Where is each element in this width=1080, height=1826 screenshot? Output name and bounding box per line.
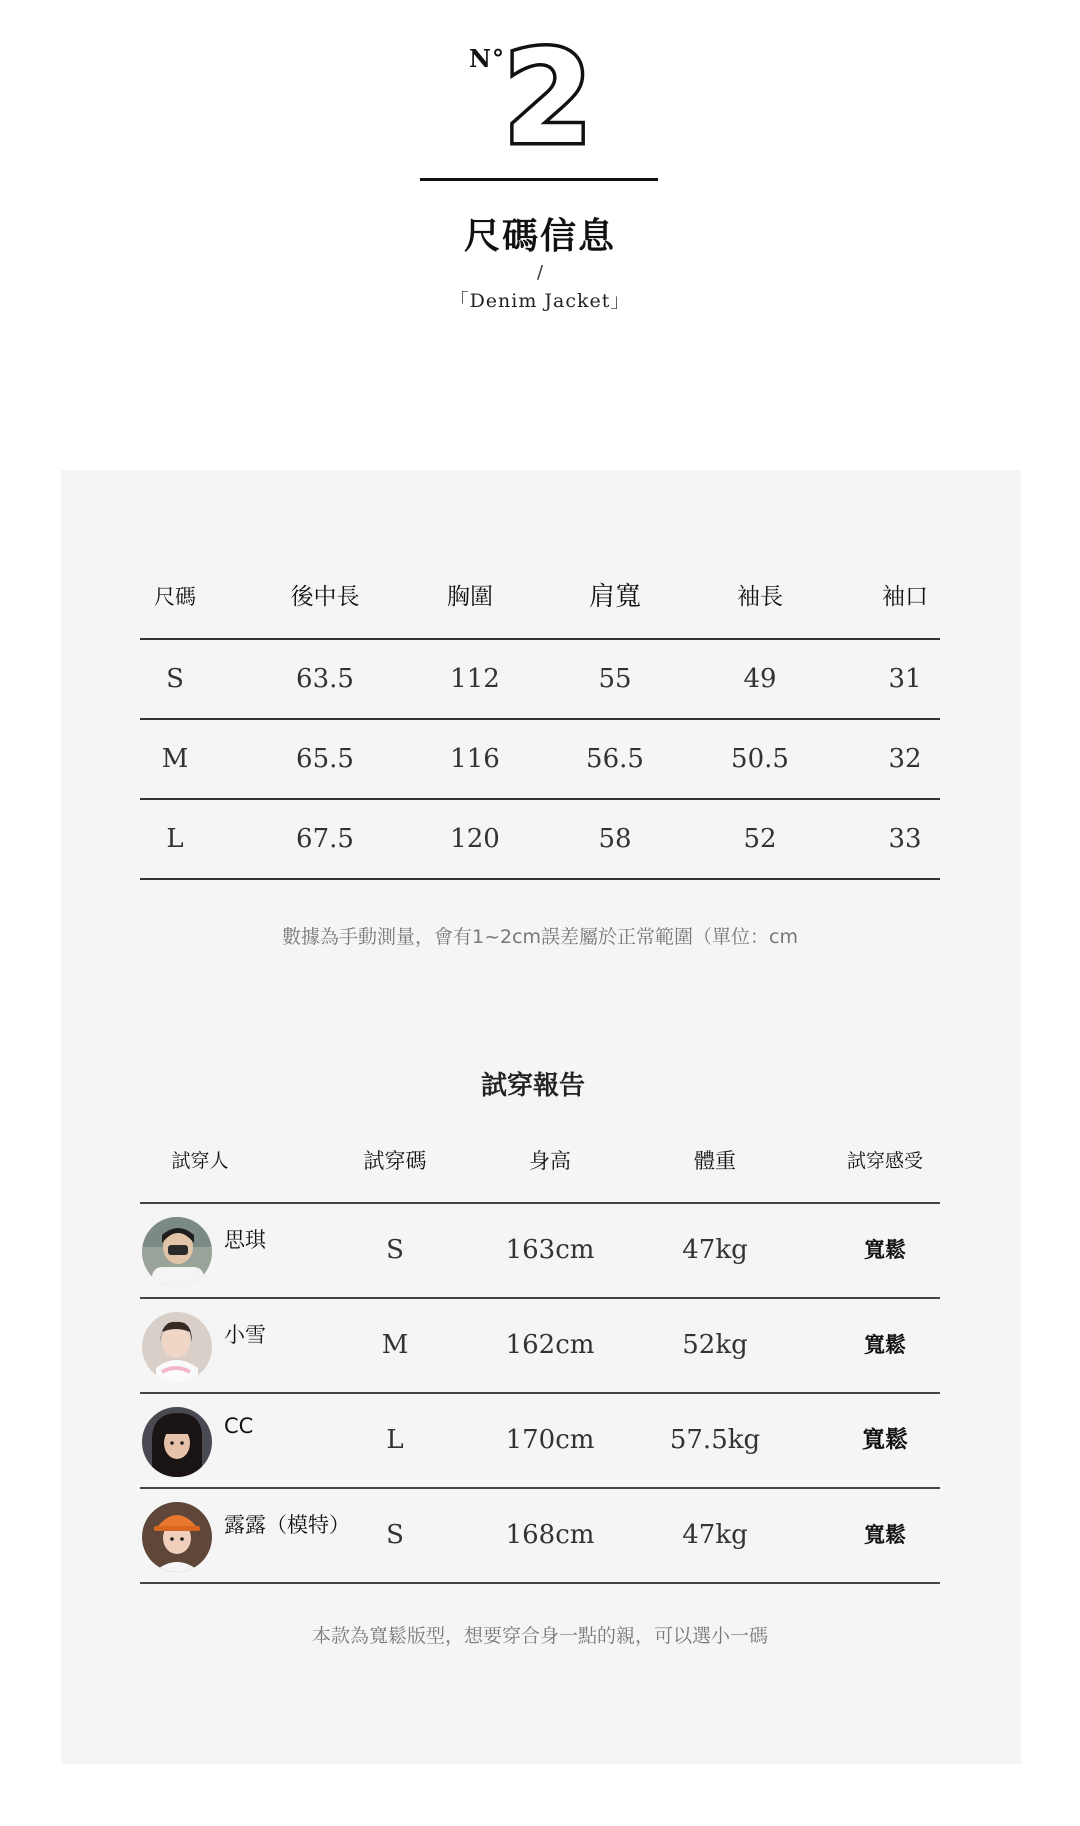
weight-cell: 47kg (682, 1520, 748, 1550)
number-prefix: N° (469, 44, 505, 73)
sleeve-length-cell: 49 (743, 664, 777, 694)
header-size: 尺碼 (154, 585, 196, 609)
try-size-cell: L (386, 1425, 404, 1455)
fit-advice-note: 本款為寬鬆版型，想要穿合身一點的親，可以選小一碼 (311, 1625, 768, 1647)
cuff-cell: 33 (888, 824, 922, 854)
try-on-row (140, 1299, 940, 1394)
avatar (142, 1502, 212, 1572)
page-title: 尺碼信息 (463, 216, 616, 257)
feel-cell: 寬鬆 (864, 1238, 906, 1262)
feel-cell: 寬鬆 (864, 1523, 906, 1547)
size-cell: L (166, 824, 184, 854)
shoulder-cell: 56.5 (586, 744, 644, 774)
back-length-cell: 65.5 (296, 744, 354, 774)
try-on-row (140, 1489, 940, 1584)
shoulder-cell: 55 (598, 664, 632, 694)
chest-cell: 112 (450, 664, 500, 694)
header-try-size: 試穿碼 (363, 1149, 427, 1173)
title-separator: / (536, 262, 544, 283)
try-size-cell: M (381, 1330, 409, 1360)
size-row (140, 720, 940, 800)
try-on-table-header (140, 1120, 940, 1204)
try-size-cell: S (386, 1520, 404, 1550)
cuff-cell: 31 (888, 664, 922, 694)
try-on-row (140, 1204, 940, 1299)
sleeve-length-cell: 50.5 (731, 744, 789, 774)
avatar (142, 1312, 212, 1382)
size-row (140, 640, 940, 720)
section-number-graphic (498, 34, 598, 154)
height-cell: 170cm (505, 1425, 595, 1455)
try-on-title: 試穿報告 (480, 1071, 585, 1101)
header-weight: 體重 (694, 1149, 736, 1173)
size-cell: M (161, 744, 189, 774)
weight-cell: 52kg (682, 1330, 748, 1360)
tester-name: CC (224, 1414, 254, 1438)
back-length-cell: 67.5 (296, 824, 354, 854)
header-back-length: 後中長 (290, 584, 360, 610)
height-cell: 162cm (505, 1330, 595, 1360)
try-on-row (140, 1394, 940, 1489)
header-height: 身高 (529, 1149, 571, 1173)
avatar (142, 1407, 212, 1477)
product-subtitle: 「Denim Jacket」 (449, 290, 631, 312)
chest-cell: 116 (450, 744, 500, 774)
feel-cell: 寬鬆 (864, 1333, 906, 1357)
tester-name: 小雪 (224, 1323, 266, 1347)
shoulder-cell: 58 (598, 824, 632, 854)
try-size-cell: S (386, 1235, 404, 1265)
tester-name: 思琪 (224, 1228, 266, 1252)
header-sleeve-length: 袖長 (737, 584, 783, 610)
header-divider (420, 178, 658, 181)
size-table-header (140, 560, 940, 640)
header-shoulder: 肩寬 (588, 582, 641, 612)
back-length-cell: 63.5 (296, 664, 354, 694)
sleeve-length-cell: 52 (743, 824, 777, 854)
chest-cell: 120 (450, 824, 500, 854)
header-feel: 試穿感受 (846, 1150, 923, 1172)
feel-cell: 寬鬆 (862, 1427, 908, 1453)
weight-cell: 57.5kg (669, 1425, 761, 1455)
height-cell: 168cm (505, 1520, 595, 1550)
header-tester: 試穿人 (171, 1150, 229, 1172)
section-number: 2 (503, 34, 593, 154)
cuff-cell: 32 (888, 744, 922, 774)
tester-name: 露露（模特） (224, 1513, 350, 1537)
measurement-note: 數據為手動測量，會有1~2cm誤差屬於正常範圍（單位：cm (281, 926, 798, 948)
header-chest: 胸圍 (447, 584, 493, 610)
size-row (140, 800, 940, 880)
weight-cell: 47kg (682, 1235, 748, 1265)
height-cell: 163cm (505, 1235, 595, 1265)
header-cuff: 袖口 (882, 584, 928, 610)
avatar (142, 1217, 212, 1287)
size-cell: S (166, 664, 184, 694)
